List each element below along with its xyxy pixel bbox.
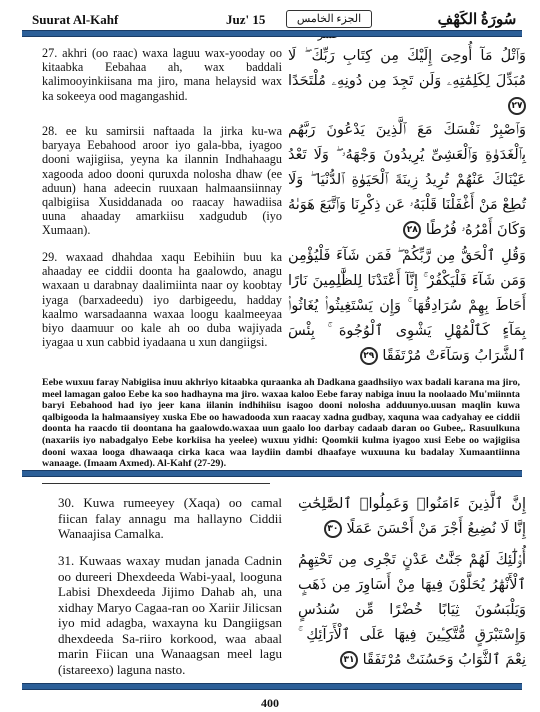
verse-27-arabic — [288, 44, 526, 119]
juz-arabic-badge: الجزء الخامس — [286, 10, 372, 28]
juz-label: Juz' 15 — [226, 12, 266, 27]
verse-28-arabic — [288, 118, 526, 243]
commentary-paragraph: Eebe wuxuu faray Nabigiisa inuu akhriyo kitaabka quraanka ah Dadkana gaadhsiiyo wax badali karana ma jiro, meel lamagan galoo Eebe ka soo hadhayna ma jiro. waxaa kaloo Eebe faray nabiga inuu la noolaado Mu'miinnta baryi Eebahood had iyo jeer kana iilanin indhihiisu isagoo dooni nolosha adduunyo.uusan maqlin kuwa qalbigooda la halmaansiyey xuska Ebe oo hawadooda xun raacay xadna gudbay, xaquna waa cadyahay ee ciddii doonta ha raacdo tii doontana ha gaalowdo.waxaa uun gaalo loo darbay cadaab daran oo Gubee,. Rasuulkuna (naxariis iyo nabadgalyo Eebe korkiisa ha yeelee) wuxuu yidhi: Qoomkii kulma iyagoo xusi Eebe oo wajigiisa dooni waxaa looga dhawaaqa cirka kaca waa laydiin dambi dhaafaye wuxuuna ku badalay Xumaantiinna wanaage. (Imaam Axmed). Al-Kahf (27-29). — [42, 377, 520, 470]
verse-31-arabic-text: أُو۟لَٰٓئِكَ لَهُمْ جَنَّٰتُ عَدْنٍ تَجْرِى مِن تَحْتِهِمُ ٱلْأَنْهَٰرُ يُحَلَّوْنَ فِيهَا مِنْ أَسَاوِرَ مِن ذَهَبٍ وَيَلْبَسُونَ ثِيَابًا خُضْرًا مِّن سُندُسٍ وَإِسْتَبْرَقٍ مُّتَّكِـِٔينَ فِيهَا عَلَى ٱلْأَرَآئِكِ ۚ نِعْمَ ٱلثَّوَابُ وَحَسُنَتْ مُرْتَفَقًا — [298, 552, 526, 668]
verse-27-arabic-text: وَٱتْلُ مَآ أُوحِىَ إِلَيْكَ مِن كِتَابِ رَبِّكَ ۖ لَا مُبَدِّلَ لِكَلِمَٰتِهِۦ وَلَن تَجِدَ مِن دُونِهِۦ مُلْتَحَدًا — [288, 48, 526, 89]
verse-29-arabic — [288, 244, 526, 369]
verse-29-translation: 29. waxaad dhahdaa xaqu Eebihiin buu ka ahaaday ee ciddii doonta ha gaalowdo, anagu waxaan u darabnay daalimiinta naar oy koobtay iyaga (barxadeedu) iyo darbigeedu, hadday kaalmo warsadaanna waxaa loogu kaalmeeyaa biyo daamuur oo kale ah oo duba wajiyada iyagaa u xun cabbid iyadaana u xun dangiigsi. — [42, 250, 282, 350]
ayah-number-marker: ٢٩ — [360, 347, 378, 365]
surah-title: Suurat Al-Kahf — [32, 12, 119, 27]
verse-28-arabic-text: وَٱصْبِرْ نَفْسَكَ مَعَ ٱلَّذِينَ يَدْعُونَ رَبَّهُم بِٱلْغَدَوٰةِ وَٱلْعَشِىِّ يُرِيدُونَ وَجْهَهُۥ ۖ وَلَا تَعْدُ عَيْنَاكَ عَنْهُمْ تُرِيدُ زِينَةَ ٱلْحَيَوٰةِ ٱلدُّنْيَا ۖ وَلَا تُطِعْ مَنْ أَغْفَلْنَا قَلْبَهُۥ عَن ذِكْرِنَا وَٱتَّبَعَ هَوَىٰهُ وَكَانَ أَمْرُهُۥ فُرُطًا — [288, 122, 526, 238]
ayah-number-marker: ٣١ — [340, 651, 358, 669]
verse-31-translation: 31. Kuwaas waxay mudan janada Cadnin oo dureeri Dhexdeeda Wabi-yaal, looguna Labisi Dhexdeeda Jijimo Dahab ah, una xidhay Maryo Cagaa-ran oo Xariir Jilicsan iyo mid adagba, waxayna ku Dangiigsan dhexdeeda Sa-riiro korkood, waa abaal marin Fiican una Wanaagsan meel lagu (istareexo) laguna nasto. — [58, 553, 282, 677]
verse-30-translation: 30. Kuwa rumeeyey (Xaqa) oo camal fiican falay annagu ma hallayno Ciddii Wanaajisa Camalka. — [58, 495, 282, 541]
bottom-divider-bar — [22, 683, 522, 690]
ayah-number-marker: ٢٧ — [508, 97, 526, 115]
ayah-number-marker: ٣٠ — [324, 520, 342, 538]
verse-28-translation: 28. ee ku samirsii naftaada la jirka ku-wa baryaya Eebahood aroor iyo gala-bba, iyagoo dooni wajigiisa, yeyna ka ilannin Indhahaagu xagooda adoo dooni quruxda nolosha dhaw (ee aduun) hana adeecin ruuxaan halmaansiinnay qalbigiisa Xusiddanada oo raacay hawadiisa uuna ahaaday amarkiisu xadgudub (iyo Xumaan). — [42, 124, 282, 238]
section-rule — [42, 483, 270, 484]
surah-arabic-cartouche: سُورَةُ الكَهْفِ — [437, 12, 517, 28]
top-divider-bar — [22, 30, 522, 37]
verse-27-translation: 27. akhri (oo raac) waxa laguu wax-yooday oo kitaabka Eebahaa ah, wax baddali kalimooyinkiisana ma jiro, mana helaysid wax ka sokeeya ood magangashid. — [42, 46, 282, 103]
middle-divider-bar — [22, 470, 522, 477]
ayah-number-marker: ٢٨ — [403, 221, 421, 239]
verse-30-arabic-text: إِنَّ ٱلَّذِينَ ءَامَنُوا۟ وَعَمِلُوا۟ ٱلصَّٰلِحَٰتِ إِنَّا لَا نُضِيعُ أَجْرَ مَنْ أَحْسَنَ عَمَلًا — [298, 496, 526, 537]
verse-31-arabic — [298, 548, 526, 673]
verse-30-arabic — [298, 492, 526, 542]
page-number: 400 — [261, 696, 279, 710]
verse-29-arabic-text: وَقُلِ ٱلْحَقُّ مِن رَّبِّكُمْ ۖ فَمَن شَآءَ فَلْيُؤْمِن وَمَن شَآءَ فَلْيَكْفُرْ ۚ إِنَّآ أَعْتَدْنَا لِلظَّٰلِمِينَ نَارًا أَحَاطَ بِهِمْ سُرَادِقُهَا ۚ وَإِن يَسْتَغِيثُوا۟ يُغَاثُوا۟ بِمَآءٍ كَٱلْمُهْلِ يَشْوِى ٱلْوُجُوهَ ۚ بِئْسَ ٱلشَّرَابُ وَسَآءَتْ مُرْتَفَقًا — [288, 248, 526, 364]
